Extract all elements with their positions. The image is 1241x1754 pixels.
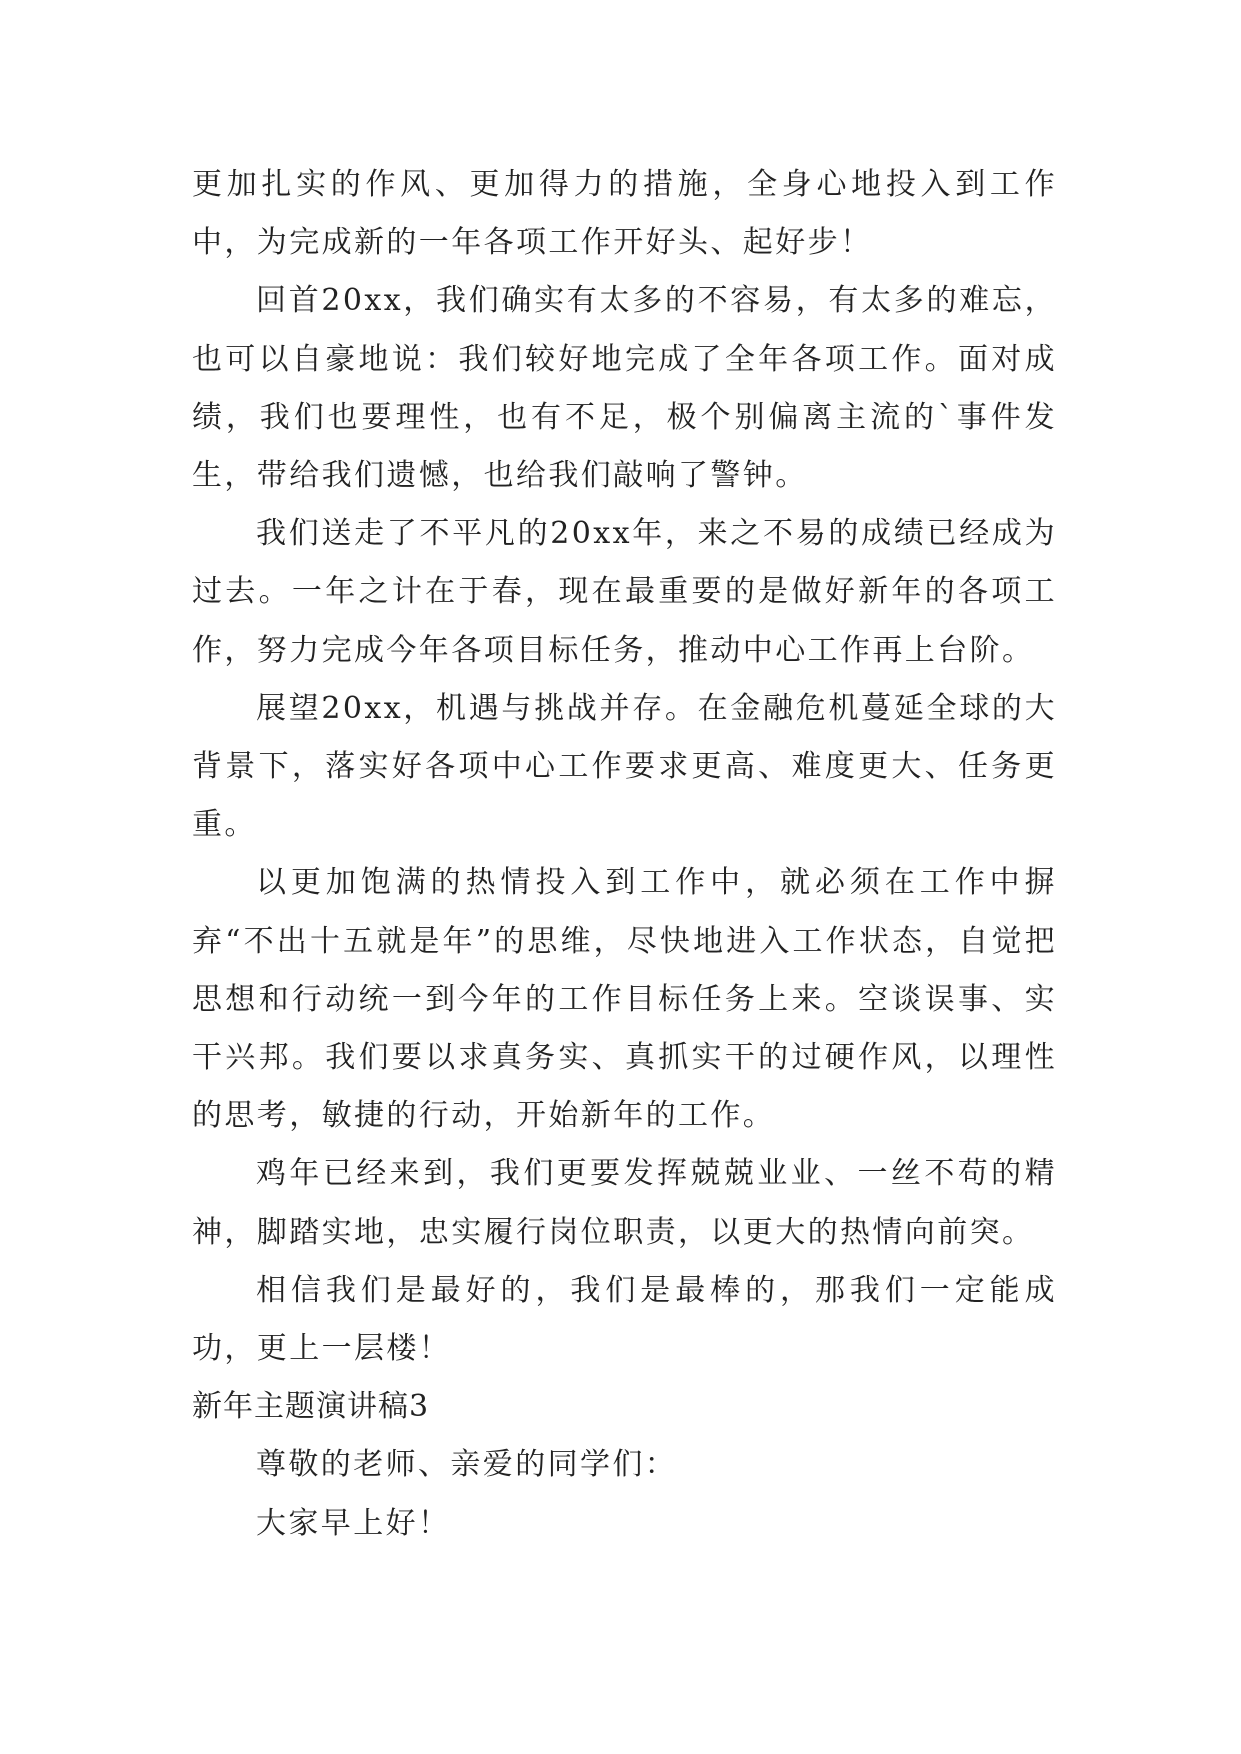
- paragraph: 展望20xx，机遇与挑战并存。在金融危机蔓延全球的大背景下，落实好各项中心工作要求更高、难度更大、任务更重。: [192, 690, 1057, 843]
- document-body: [192, 156, 1057, 1553]
- paragraph: 相信我们是最好的，我们是最棒的，那我们一定能成功，更上一层楼！: [192, 1272, 1057, 1367]
- salutation: 尊敬的老师、亲爱的同学们：: [256, 1447, 678, 1483]
- paragraph: 回首20xx，我们确实有太多的不容易，有太多的难忘，也可以自豪地说：我们较好地完成了全年各项工作。面对成绩，我们也要理性，也有不足，极个别偏离主流的`事件发生，带给我们遗憾，也给我们敲响了警钟。: [192, 283, 1057, 494]
- paragraph: 更加扎实的作风、更加得力的措施，全身心地投入到工作中，为完成新的一年各项工作开好头、起好步！: [192, 167, 1057, 261]
- paragraph: 以更加饱满的热情投入到工作中，就必须在工作中摒弃“不出十五就是年”的思维，尽快地进入工作状态，自觉把思想和行动统一到今年的工作目标任务上来。空谈误事、实干兴邦。我们要以求真务实、真抓实干的过硬作风，以理性的思考，敏捷的行动，开始新年的工作。: [192, 865, 1057, 1134]
- greeting: 大家早上好！: [256, 1505, 451, 1541]
- paragraph: 鸡年已经来到，我们更要发挥兢兢业业、一丝不苟的精神，脚踏实地，忠实履行岗位职责，以更大的热情向前突。: [192, 1156, 1057, 1250]
- paragraph: 我们送走了不平凡的20xx年，来之不易的成绩已经成为过去。一年之计在于春，现在最重要的是做好新年的各项工作，努力完成今年各项目标任务，推动中心工作再上台阶。: [192, 516, 1057, 668]
- section-title: 新年主题演讲稿3: [192, 1389, 430, 1425]
